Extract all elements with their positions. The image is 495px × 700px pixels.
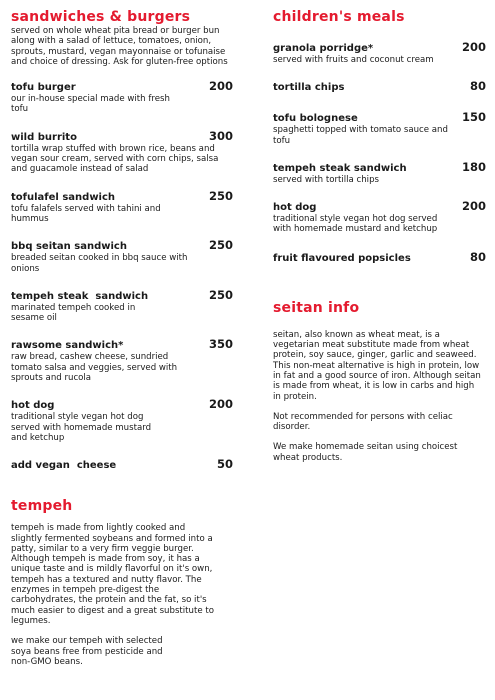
menu-item xyxy=(273,251,486,265)
item-desc: breaded seitan cooked in bbq sauce with onions xyxy=(11,253,188,274)
item-name: tofu bolognese xyxy=(273,113,358,125)
item-name: tofu burger xyxy=(11,82,76,94)
menu-item xyxy=(11,190,233,225)
item-name: fruit flavoured popsicles xyxy=(273,252,411,264)
menu-item xyxy=(11,80,233,115)
menu-item xyxy=(273,80,486,94)
item-desc: tortilla wrap stuffed with brown rice, beans and vegan sour cream, served with corn chips, salsa and guacamole instead of salad xyxy=(11,143,219,175)
menu-item xyxy=(11,289,233,324)
sandwiches-title: sandwiches & burgers xyxy=(11,9,191,25)
item-name: tortilla chips xyxy=(273,82,345,94)
menu-item xyxy=(11,338,233,383)
children-list xyxy=(273,41,486,265)
right-column xyxy=(273,0,486,473)
menu-item xyxy=(11,239,233,274)
left-column xyxy=(11,0,233,677)
item-price: 180 xyxy=(461,159,486,174)
menu-item xyxy=(11,398,233,443)
item-desc: our in-house special made with fresh tofu xyxy=(11,94,170,115)
item-price: 200 xyxy=(461,40,486,54)
item-desc: served with fruits and coconut cream xyxy=(273,55,434,65)
seitan-title: seitan info xyxy=(273,299,360,316)
seitan-paragraph: seitan, also known as wheat meat, is a vegetarian meat substitute made from wheat protein, soy sauce, ginger, garlic and seaweed. This non-meat alternative is high in protein, low in fat and a good source of iron. Although seitan is made from wheat, it is low in carbs and high in protein. xyxy=(273,329,481,402)
item-name: rawsome sandwich* xyxy=(11,340,124,352)
item-price: 200 xyxy=(208,397,233,412)
item-name: granola porridge* xyxy=(273,43,374,54)
tempeh-title: tempeh xyxy=(11,498,73,515)
sandwiches-intro: served on whole wheat pita bread or burger bun along with a salad of lettuce, tomatoes, onion, sprouts, mustard, vegan mayonnaise or tofunaise and choice of dressing. Ask for gluten-free options xyxy=(11,26,228,67)
menu-item xyxy=(11,130,233,175)
item-desc: marinated tempeh cooked in sesame oil xyxy=(11,302,136,324)
item-name: add vegan cheese xyxy=(11,460,117,472)
sandwiches-list xyxy=(11,80,233,472)
item-price: 50 xyxy=(216,457,233,472)
item-name: wild burrito xyxy=(11,131,77,143)
item-price: 150 xyxy=(461,110,486,125)
menu-item xyxy=(273,41,486,65)
item-price: 200 xyxy=(208,79,233,94)
item-price: 350 xyxy=(208,337,233,352)
tempeh-paragraph: we make our tempeh with selected soya beans free from pesticide and non-GMO beans. xyxy=(11,636,163,667)
item-desc: spaghetti topped with tomato sauce and tofu xyxy=(273,125,448,146)
item-price: 300 xyxy=(208,128,233,143)
item-price: 200 xyxy=(461,199,486,214)
menu-item xyxy=(273,111,486,146)
item-desc: tofu falafels served with tahini and hummus xyxy=(11,203,161,224)
item-name: tempeh steak sandwich xyxy=(273,162,407,174)
item-name: hot dog xyxy=(11,400,55,412)
menu-item xyxy=(273,200,486,235)
tempeh-paragraph: tempeh is made from lightly cooked and slightly fermented soybeans and formed into a patty, similar to a very firm veggie burger. Although tempeh is made from soy, it has a unique taste and is mildly flavorful on it's own, tempeh has a textured and nutty flavor. The enzymes in tempeh pre-digest the carbohydrates, the protein and the fat, so it's much easier to digest and a great substitute to legumes. xyxy=(11,523,215,626)
item-price: 80 xyxy=(469,79,486,94)
children-title: children's meals xyxy=(273,9,405,25)
item-name: tofulafel sandwich xyxy=(11,191,116,203)
item-desc: traditional style vegan hot dog served with homemade mustard and ketchup xyxy=(273,214,438,235)
item-desc: raw bread, cashew cheese, sundried tomato salsa and veggies, served with sprouts and rucola xyxy=(11,352,178,384)
item-name: hot dog xyxy=(273,202,317,214)
item-name: tempeh steak sandwich xyxy=(11,290,149,302)
item-desc: traditional style vegan hot dog served with homemade mustard and ketchup xyxy=(11,412,152,443)
item-desc: served with tortilla chips xyxy=(273,174,380,185)
item-price: 250 xyxy=(208,287,233,302)
seitan-paragraph: We make homemade seitan using choicest wheat products. xyxy=(273,442,458,463)
item-name: bbq seitan sandwich xyxy=(11,241,127,253)
item-price: 80 xyxy=(469,249,486,264)
item-price: 250 xyxy=(208,238,233,253)
menu-item xyxy=(273,161,486,185)
seitan-text xyxy=(273,330,481,463)
seitan-paragraph: Not recommended for persons with celiac disorder. xyxy=(273,411,453,433)
tempeh-text xyxy=(11,523,216,667)
menu-item xyxy=(11,458,233,472)
item-price: 250 xyxy=(208,188,233,203)
